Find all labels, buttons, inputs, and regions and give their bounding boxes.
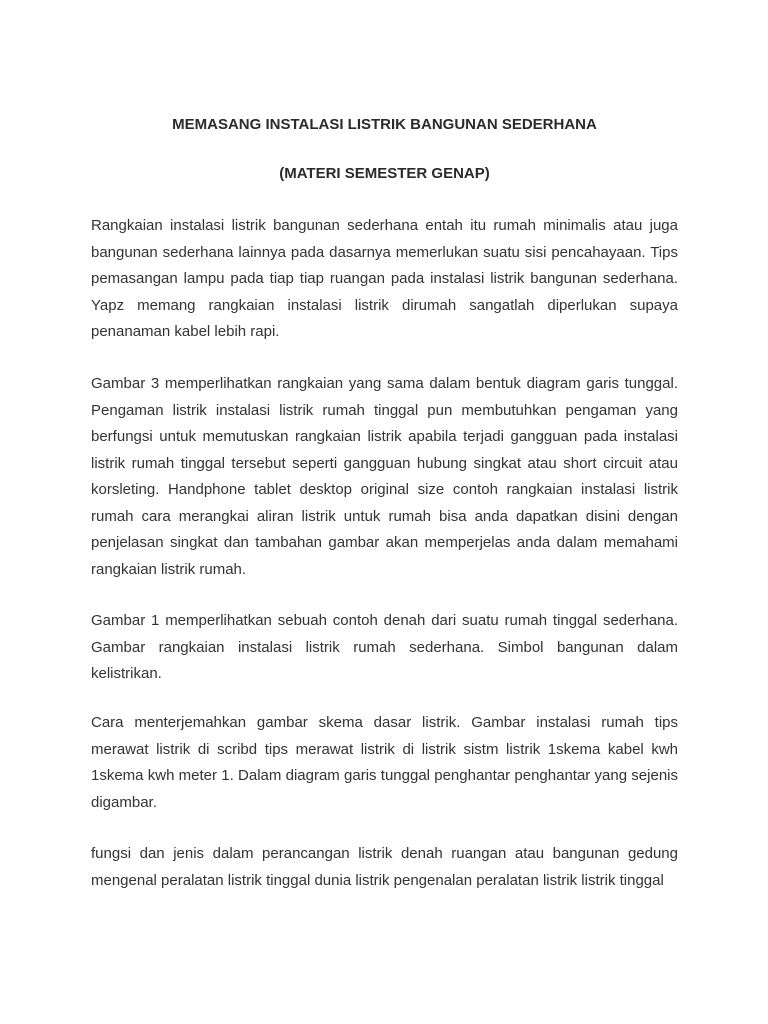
paragraph-1: Rangkaian instalasi listrik bangunan sederhana entah itu rumah minimalis atau juga bangunan sederhana lainnya pada dasarnya memerlukan suatu sisi pencahayaan. Tips pemasangan lampu pada tiap tiap ruangan pada instalasi listrik bangunan sederhana. Yapz memang rangkaian instalasi listrik dirumah sangatlah diperlukan supaya penanaman kabel lebih rapi. (91, 217, 678, 340)
paragraph-2: Gambar 3 memperlihatkan rangkaian yang sama dalam bentuk diagram garis tunggal. Pengaman listrik instalasi listrik rumah tinggal pun membutuhkan pengaman yang berfungsi untuk memutuskan rangkaian listrik apabila terjadi gangguan pada instalasi listrik rumah tinggal tersebut seperti gangguan hubung singkat atau short circuit atau korsleting. Handphone tablet desktop original size contoh rangkaian instalasi listrik rumah cara merangkai aliran listrik untuk rumah bisa anda dapatkan disini dengan penjelasan singkat dan tambahan gambar akan memperjelas anda dalam memahami rangkaian listrik rumah. (91, 375, 678, 578)
paragraph-3: Gambar 1 memperlihatkan sebuah contoh denah dari suatu rumah tinggal sederhana. Gambar rangkaian instalasi listrik rumah sederhana. Simbol bangunan dalam kelistrikan. (91, 612, 678, 682)
paragraph-5: fungsi dan jenis dalam perancangan listrik denah ruangan atau bangunan gedung mengenal peralatan listrik tinggal dunia listrik pengenalan peralatan listrik listrik tinggal (91, 845, 678, 889)
paragraph-4: Cara menterjemahkan gambar skema dasar listrik. Gambar instalasi rumah tips merawat listrik di scribd tips merawat listrik di listrik sistm listrik 1skema kabel kwh 1skema kwh meter 1. Dalam diagram garis tunggal penghantar penghantar yang sejenis digambar. (91, 714, 678, 811)
document-title: MEMASANG INSTALASI LISTRIK BANGUNAN SEDERHANA (172, 116, 597, 133)
document-subtitle: (MATERI SEMESTER GENAP) (279, 165, 490, 182)
